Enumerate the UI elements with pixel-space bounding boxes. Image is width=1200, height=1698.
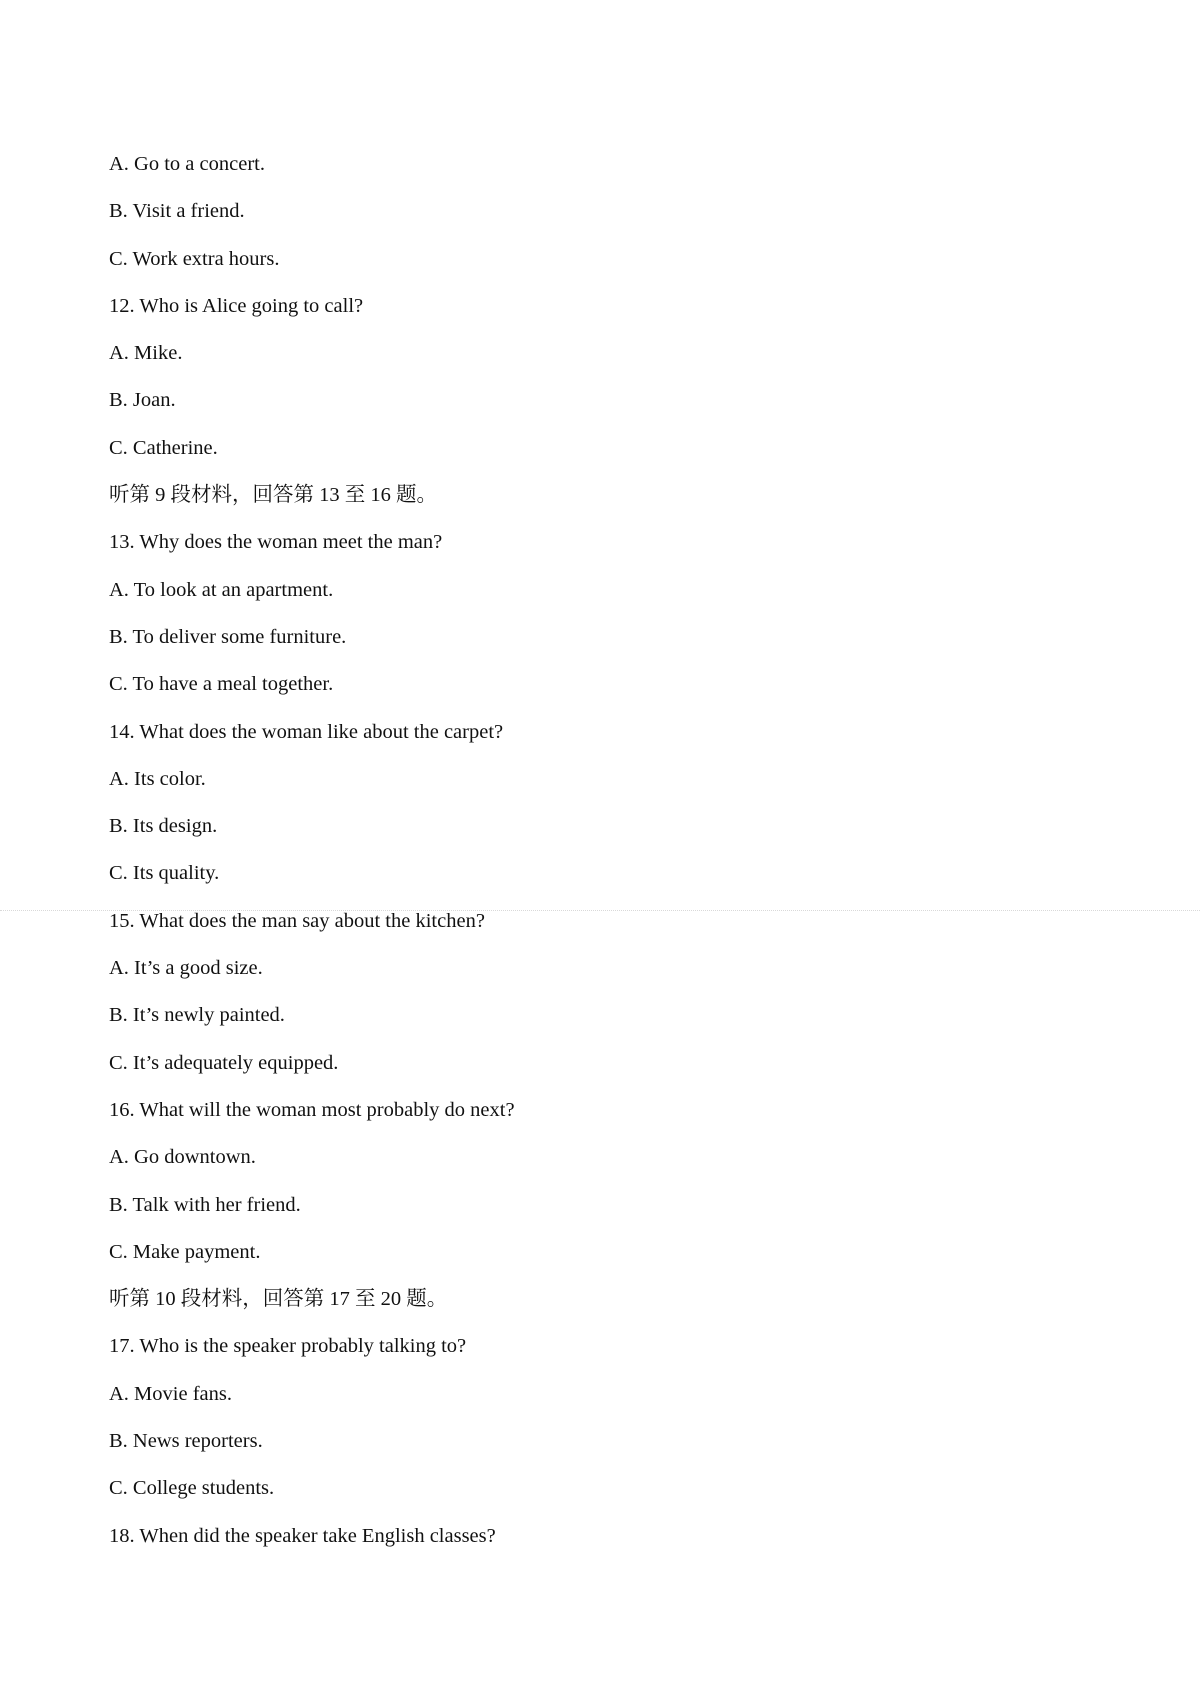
option-line: B. Visit a friend.	[109, 200, 245, 223]
option-line: B. It’s newly painted.	[109, 1004, 285, 1027]
option-line: A. Its color.	[109, 767, 206, 790]
question-line: 16. What will the woman most probably do next?	[109, 1098, 515, 1121]
section-heading: 听第 9 段材料，回答第 13 至 16 题。	[109, 484, 437, 507]
option-line: C. Work extra hours.	[109, 247, 280, 270]
option-line: B. Joan.	[109, 389, 176, 412]
option-line: A. To look at an apartment.	[109, 578, 334, 601]
option-line: A. Movie fans.	[109, 1382, 232, 1405]
question-line: 13. Why does the woman meet the man?	[109, 531, 443, 554]
option-line: B. To deliver some furniture.	[109, 625, 347, 648]
option-line: C. Make payment.	[109, 1240, 261, 1263]
option-line: A. It’s a good size.	[109, 957, 263, 980]
question-line: 17. Who is the speaker probably talking to?	[109, 1335, 467, 1358]
section-heading: 听第 10 段材料，回答第 17 至 20 题。	[109, 1288, 448, 1311]
option-line: B. News reporters.	[109, 1430, 263, 1453]
question-line: 14. What does the woman like about the carpet?	[109, 720, 504, 743]
option-line: C. It’s adequately equipped.	[109, 1051, 339, 1074]
option-line: B. Talk with her friend.	[109, 1193, 301, 1216]
option-line: C. Catherine.	[109, 436, 218, 459]
question-line: 18. When did the speaker take English classes?	[109, 1524, 496, 1547]
option-line: A. Go downtown.	[109, 1146, 256, 1169]
option-line: C. College students.	[109, 1477, 275, 1500]
option-line: C. To have a meal together.	[109, 673, 334, 696]
option-line: A. Mike.	[109, 342, 183, 365]
question-line: 12. Who is Alice going to call?	[109, 294, 364, 317]
option-line: A. Go to a concert.	[109, 153, 265, 175]
option-line: B. Its design.	[109, 815, 218, 838]
question-line: 15. What does the man say about the kitchen?	[109, 909, 485, 932]
option-line: C. Its quality.	[109, 862, 220, 885]
question-list	[109, 152, 515, 1571]
